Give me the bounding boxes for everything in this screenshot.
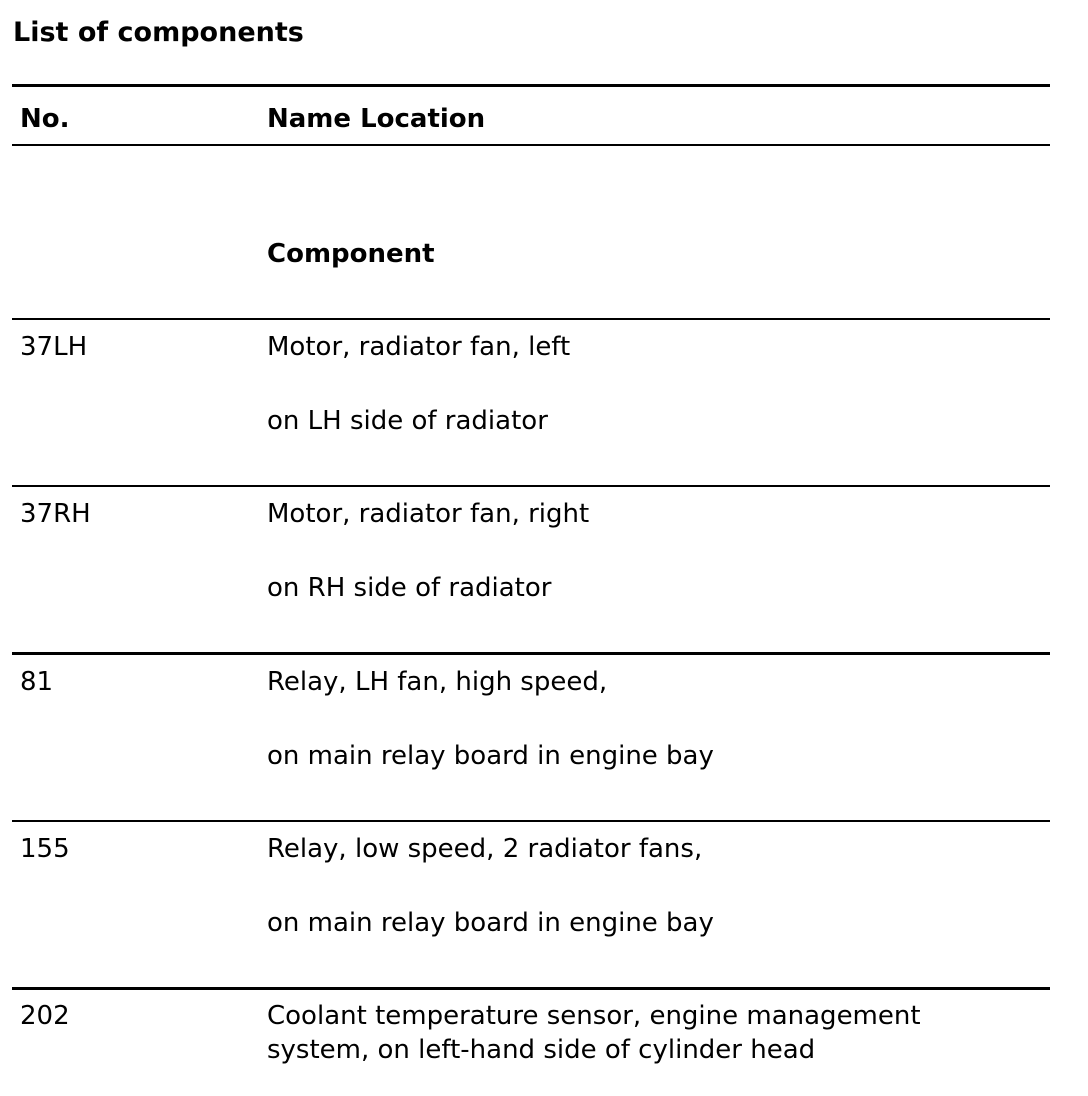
header-component: Component — [267, 239, 435, 269]
row-name: Coolant temperature sensor, engine management system, on left-hand side of cylinder head — [267, 1001, 921, 1065]
row-name: Relay, LH fan, high speed, — [267, 667, 608, 697]
row-rule — [12, 485, 1050, 487]
row-location: on LH side of radiator — [267, 406, 548, 436]
row-number: 37LH — [20, 332, 88, 362]
page-title: List of components — [13, 17, 304, 48]
header-name-location: Name Location — [267, 104, 486, 134]
row-rule — [12, 652, 1050, 655]
row-location: on main relay board in engine bay — [267, 741, 714, 771]
row-name: Relay, low speed, 2 radiator fans, — [267, 834, 703, 864]
row-number: 155 — [20, 834, 70, 864]
row-number: 37RH — [20, 499, 91, 529]
row-location: on main relay board in engine bay — [267, 908, 714, 938]
header-no: No. — [20, 104, 70, 134]
row-rule — [12, 987, 1050, 990]
row-number: 81 — [20, 667, 54, 697]
header-bottom-rule — [12, 144, 1050, 146]
row-number: 202 — [20, 1001, 70, 1031]
row-name: Motor, radiator fan, left — [267, 332, 571, 362]
row-rule — [12, 318, 1050, 320]
table-top-rule — [12, 84, 1050, 87]
row-rule — [12, 820, 1050, 822]
row-name: Motor, radiator fan, right — [267, 499, 590, 529]
row-location: on RH side of radiator — [267, 573, 552, 603]
